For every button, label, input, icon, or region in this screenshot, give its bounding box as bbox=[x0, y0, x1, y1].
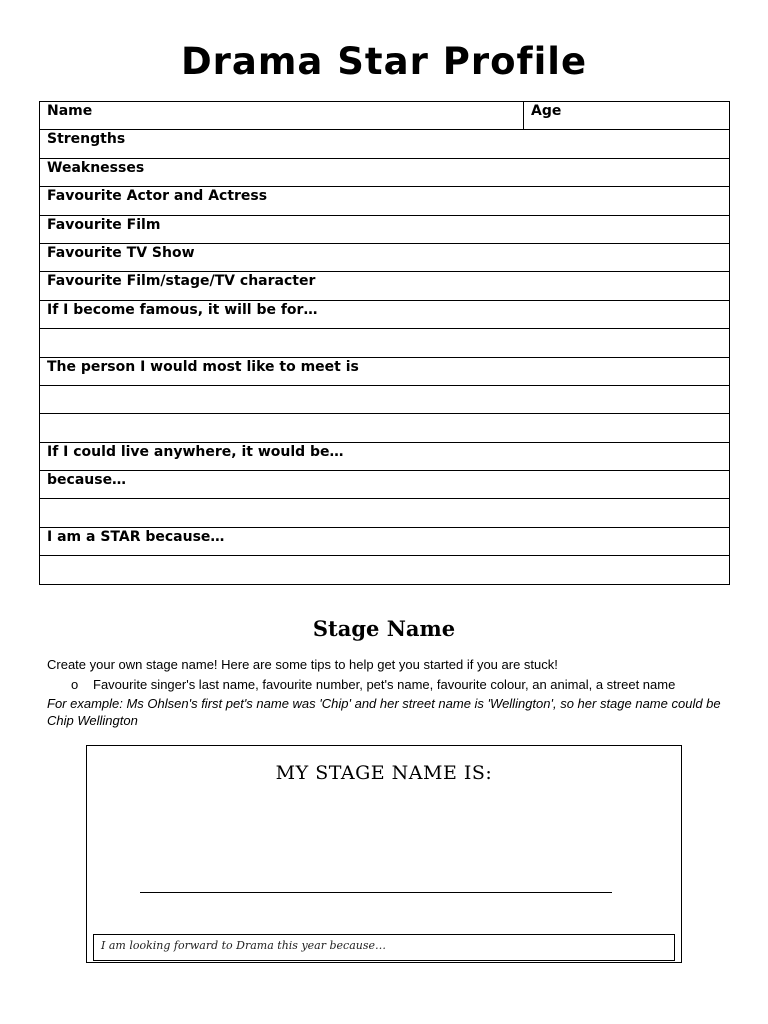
name-field[interactable]: Name bbox=[40, 102, 524, 130]
favourite-character-field[interactable]: Favourite Film/stage/TV character bbox=[40, 272, 730, 300]
star-because-field[interactable]: I am a STAR because… bbox=[40, 527, 730, 555]
table-row bbox=[40, 556, 730, 584]
table-row bbox=[40, 130, 730, 158]
looking-forward-field[interactable] bbox=[93, 934, 675, 961]
stage-name-heading: Stage Name bbox=[312, 616, 456, 641]
stage-name-tip bbox=[71, 676, 675, 693]
table-row bbox=[40, 414, 730, 442]
table-row bbox=[40, 499, 730, 527]
table-row bbox=[40, 385, 730, 413]
stage-name-tip-text: Favourite singer's last name, favourite number, pet's name, favourite colour, an animal, a street name bbox=[93, 677, 676, 692]
stage-name-box-heading: MY STAGE NAME IS: bbox=[275, 762, 493, 784]
table-row bbox=[40, 158, 730, 186]
table-row bbox=[40, 102, 730, 130]
table-row bbox=[40, 442, 730, 470]
table-row bbox=[40, 243, 730, 271]
table-row bbox=[40, 527, 730, 555]
because-field[interactable]: because… bbox=[40, 471, 730, 499]
bullet-marker: o bbox=[71, 677, 79, 692]
person-to-meet-answer-line[interactable] bbox=[40, 385, 730, 413]
table-row bbox=[40, 471, 730, 499]
profile-table bbox=[39, 101, 730, 585]
favourite-tv-show-field[interactable]: Favourite TV Show bbox=[40, 243, 730, 271]
star-because-answer-line[interactable] bbox=[40, 556, 730, 584]
stage-name-write-line[interactable] bbox=[140, 892, 612, 893]
table-row bbox=[40, 357, 730, 385]
looking-forward-prompt: I am looking forward to Drama this year because… bbox=[101, 939, 386, 952]
table-row bbox=[40, 215, 730, 243]
live-anywhere-field[interactable]: If I could live anywhere, it would be… bbox=[40, 442, 730, 470]
famous-for-answer-line[interactable] bbox=[40, 329, 730, 357]
weaknesses-field[interactable]: Weaknesses bbox=[40, 158, 730, 186]
strengths-field[interactable]: Strengths bbox=[40, 130, 730, 158]
favourite-actor-field[interactable]: Favourite Actor and Actress bbox=[40, 187, 730, 215]
table-row bbox=[40, 329, 730, 357]
page-title: Drama Star Profile bbox=[180, 40, 588, 83]
favourite-film-field[interactable]: Favourite Film bbox=[40, 215, 730, 243]
table-row bbox=[40, 300, 730, 328]
stage-name-intro: Create your own stage name! Here are some tips to help get you started if you are stuck! bbox=[47, 657, 558, 672]
age-field[interactable]: Age bbox=[524, 102, 730, 130]
stage-name-example: For example: Ms Ohlsen's first pet's name was 'Chip' and her street name is 'Wellington', so her stage name could be Chip Wellington bbox=[47, 696, 721, 728]
famous-for-field[interactable]: If I become famous, it will be for… bbox=[40, 300, 730, 328]
person-to-meet-field[interactable]: The person I would most like to meet is bbox=[40, 357, 730, 385]
table-row bbox=[40, 187, 730, 215]
stage-name-box bbox=[86, 745, 682, 963]
person-to-meet-answer-line[interactable] bbox=[40, 414, 730, 442]
table-row bbox=[40, 272, 730, 300]
because-answer-line[interactable] bbox=[40, 499, 730, 527]
